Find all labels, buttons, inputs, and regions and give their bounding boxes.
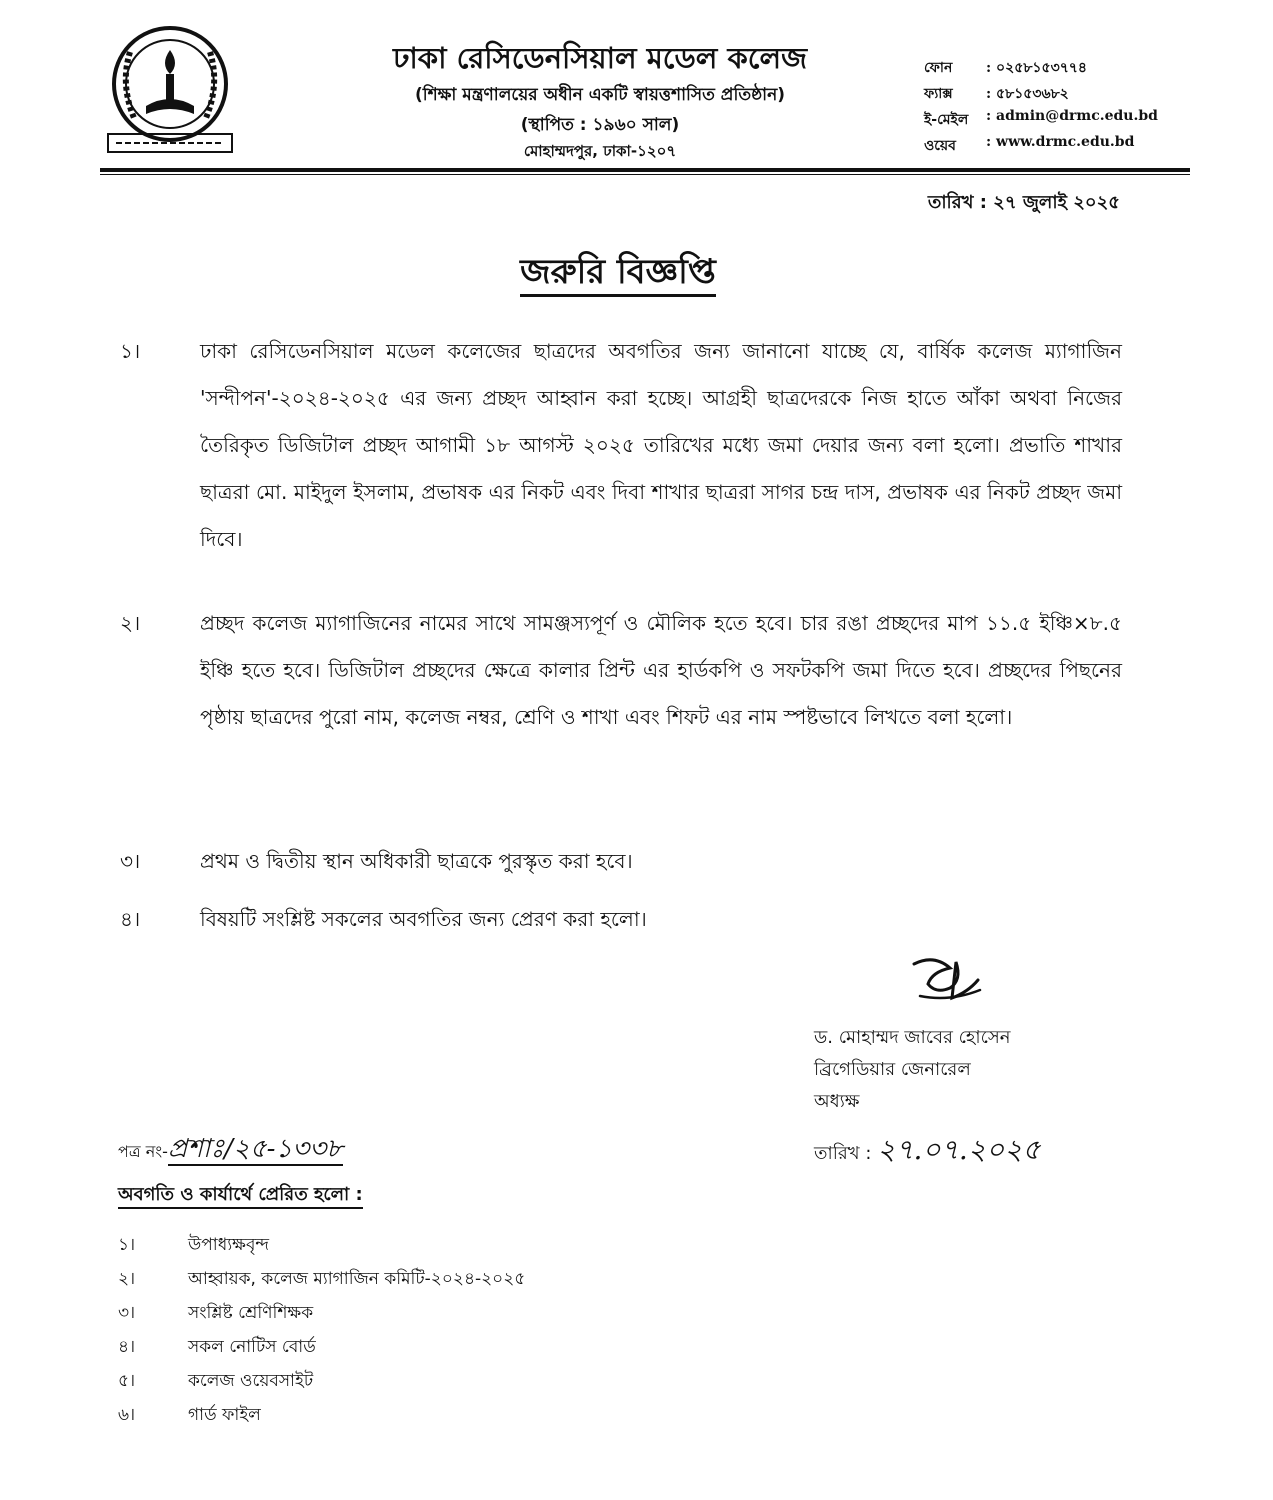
reference-number (118, 1128, 618, 1172)
list-item-text: আহ্বায়ক, কলেজ ম্যাগাজিন কমিটি-২০২৪-২০২৫ (188, 1269, 526, 1289)
list-item-number: ৫। (118, 1371, 136, 1391)
paragraph-number: ৩। (120, 849, 141, 873)
contact-label: ওয়েব (924, 138, 956, 154)
signer-name: ড. মোহাম্মদ জাবের হোসেন (814, 1027, 1011, 1048)
contact-value: : admin@drmc.edu.bd (986, 108, 1158, 124)
notice-title-text: জরুরি বিজ্ঞপ্তি (520, 252, 716, 297)
contact-label: ফ্যাক্স (924, 86, 953, 102)
distribution-heading-text: অবগতি ও কার্যার্থে প্রেরিত হলো : (118, 1184, 363, 1209)
contact-label: ফোন (924, 60, 953, 76)
list-item-number: ১। (118, 1235, 136, 1255)
college-name: ঢাকা রেসিডেনসিয়াল মডেল কলেজ (392, 41, 808, 75)
contact-value: : www.drmc.edu.bd (986, 134, 1135, 150)
list-item (118, 1266, 818, 1300)
paragraph-2 (120, 600, 1124, 830)
signature (906, 950, 996, 1010)
paragraph-text: প্রচ্ছদ কলেজ ম্যাগাজিনের নামের সাথে সামঞ্জস্যপূর্ণ ও মৌলিক হতে হবে। চার রঙা প্রচ্ছদের মাপ ১১.৫ ইঞ্চি×৮.৫ ইঞ্চি হতে হবে। ডিজিটাল প্রচ্ছদের ক্ষেত্রে কালার প্রিন্ট এর হার্ডকপি ও সফটকপি জমা দিতে হবে। প্রচ্ছদের পিছনের পৃষ্ঠায় ছাত্রদের পুরো নাম, কলেজ নম্বর, শ্রেণি ও শাখা এবং শিফট এর নাম স্পষ্টভাবে লিখতে বলা হলো। (200, 611, 1122, 729)
list-item-number: ৩। (118, 1303, 136, 1323)
list-item-number: ৬। (118, 1405, 136, 1425)
paragraph-text: ঢাকা রেসিডেনসিয়াল মডেল কলেজের ছাত্রদের অবগতির জন্য জানানো যাচ্ছে যে, বার্ষিক কলেজ ম্যাগাজিন 'সন্দীপন'-২০২৪-২০২৫ এর জন্য প্রচ্ছদ আহ্বান করা হচ্ছে। আগ্রহী ছাত্রদেরকে নিজ হাতে আঁকা অথবা নিজের তৈরিকৃত ডিজিটাল প্রচ্ছদ আগামী ১৮ আগস্ট ২০২৫ তারিখের মধ্যে জমা দেয়ার জন্য বলা হলো। প্রভাতি শাখার ছাত্ররা মো. মাইদুল ইসলাম, প্রভাষক এর নিকট এবং দিবা শাখার ছাত্ররা সাগর চন্দ্র দাস, প্রভাষক এর নিকট প্রচ্ছদ জমা দিবে। (200, 339, 1122, 551)
list-item-text: গার্ড ফাইল (188, 1405, 261, 1425)
notice-title (300, 246, 936, 303)
list-item-text: সকল নোটিস বোর্ড (188, 1337, 316, 1357)
list-item-text: কলেজ ওয়েবসাইট (188, 1371, 314, 1391)
reference-label: পত্র নং- (118, 1142, 168, 1161)
paragraph-text: বিষয়টি সংশ্লিষ্ট সকলের অবগতির জন্য প্রেরণ করা হলো। (200, 907, 647, 931)
list-item-number: ৪। (118, 1337, 136, 1357)
paragraph-number: ৪। (120, 907, 141, 931)
list-item (118, 1368, 818, 1402)
distribution-list (118, 1232, 818, 1436)
issue-date: তারিখ : ২৭ জুলাই ২০২৫ (927, 192, 1120, 213)
paragraph-4 (120, 896, 1124, 946)
contact-label: ই-মেইল (924, 112, 969, 128)
college-logo (100, 22, 240, 162)
reference-value: প্রশাঃ/২৫-১৩৩৮ (167, 1134, 343, 1164)
contact-web (924, 134, 1204, 160)
signed-date-label: তারিখ : (814, 1143, 872, 1164)
list-item-text: উপাধ্যক্ষবৃন্দ (188, 1235, 270, 1255)
paragraph-number: ১। (120, 339, 141, 363)
contact-phone (924, 56, 1204, 82)
distribution-heading (118, 1180, 618, 1211)
college-subtitle: (শিক্ষা মন্ত্রণালয়ের অধীন একটি স্বায়ত্তশাসিত প্রতিষ্ঠান) (414, 85, 786, 105)
signed-date (814, 1128, 1194, 1175)
signer-rank: ব্রিগেডিয়ার জেনারেল (814, 1059, 971, 1080)
list-item-text: সংশ্লিষ্ট শ্রেণিশিক্ষক (188, 1303, 314, 1323)
list-item (118, 1232, 818, 1266)
header-divider-thin (100, 174, 1190, 175)
contact-value: : ০২৫৮১৫৩৭৭৪ (986, 60, 1087, 76)
contact-fax (924, 82, 1204, 108)
list-item (118, 1402, 818, 1436)
header-divider (100, 168, 1190, 172)
contact-block (924, 56, 1204, 160)
paragraph-1 (120, 328, 1124, 588)
list-item (118, 1334, 818, 1368)
list-item (118, 1300, 818, 1334)
signer-designation: অধ্যক্ষ (814, 1091, 860, 1112)
college-established: (স্থাপিত : ১৯৬০ সাল) (520, 115, 680, 135)
list-item-number: ২। (118, 1269, 136, 1289)
paragraph-number: ২। (120, 611, 141, 635)
paragraph-text: প্রথম ও দ্বিতীয় স্থান অধিকারী ছাত্রকে পুরস্কৃত করা হবে। (200, 849, 633, 873)
signed-date-value: ২৭.০৭.২০২৫ (877, 1133, 1041, 1166)
contact-value: : ৫৮১৫৩৬৮২ (986, 86, 1069, 102)
paragraph-3 (120, 838, 1124, 888)
college-address: মোহাম্মদপুর, ঢাকা-১২০৭ (523, 142, 677, 160)
contact-email (924, 108, 1204, 134)
signer-block (814, 1022, 1164, 1118)
